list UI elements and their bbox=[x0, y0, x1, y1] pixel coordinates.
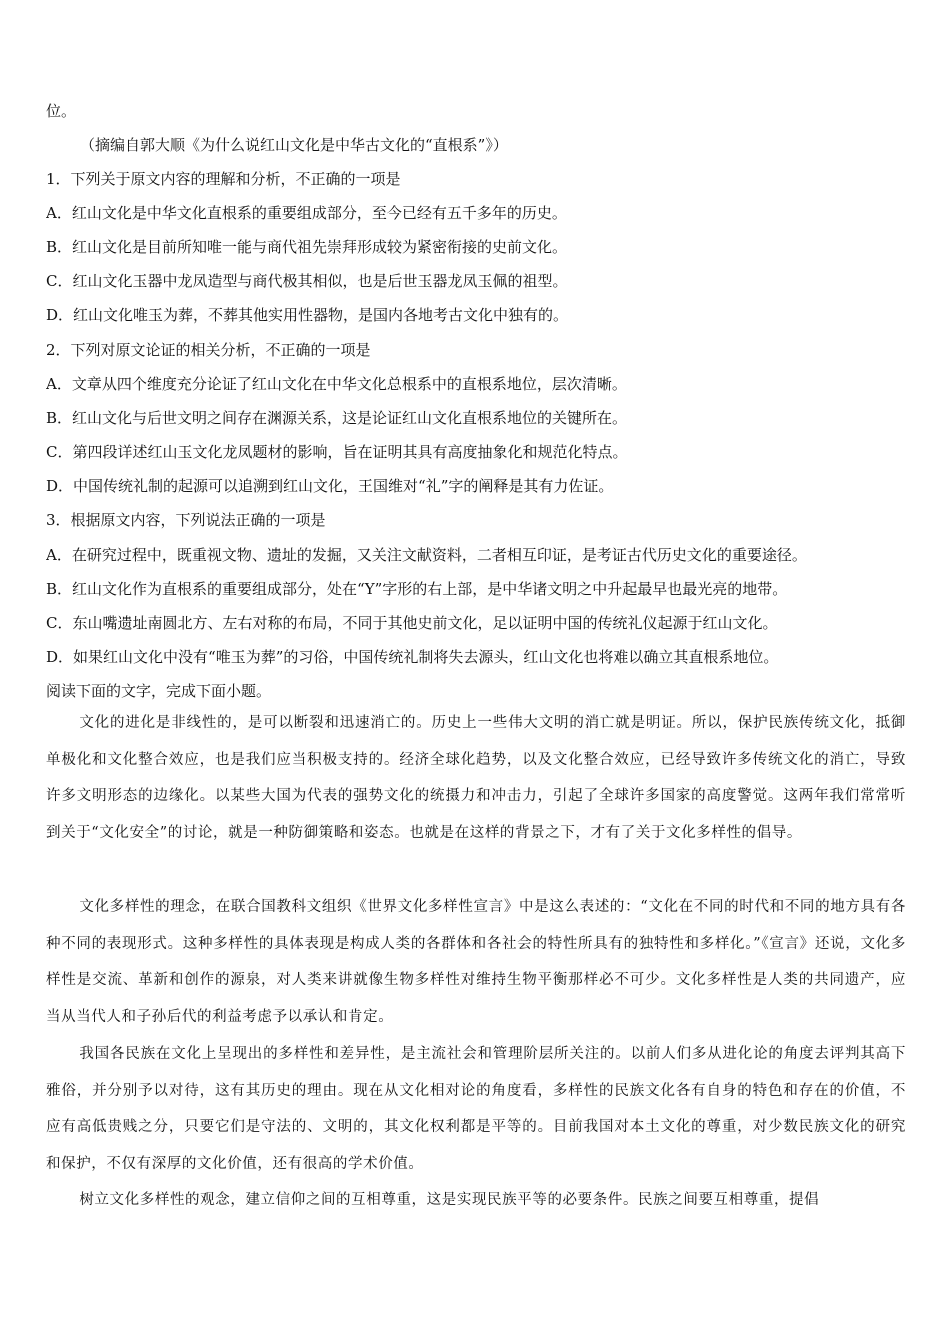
question-3-option-a: A．在研究过程中，既重视文物、遗址的发掘，又关注文献资料，二者相互印证，是考证古代历史文化的重要途径。 bbox=[46, 546, 807, 564]
question-2-option-a: A．文章从四个维度充分论证了红山文化在中华文化总根系中的直根系地位，层次清晰。 bbox=[46, 375, 627, 393]
question-3-option-c: C．东山嘴遗址南圆北方、左右对称的布局，不同于其他史前文化，足以证明中国的传统礼仪起源于红山文化。 bbox=[46, 614, 778, 632]
passage-paragraph-1: 文化的进化是非线性的，是可以断裂和迅速消亡的。历史上一些伟大文明的消亡就是明证。所以，保护民族传统文化，抵御单极化和文化整合效应，也是我们应当积极支持的。经济全球化趋势，以及文化整合效应，已经导致许多传统文化的消亡，导致许多文明形态的边缘化。以某些大国为代表的强势文化的统摄力和冲击力，引起了全球许多国家的高度警觉。这两年我们常常听到关于“文化安全”的讨论，就是一种防御策略和姿态。也就是在这样的背景之下，才有了关于文化多样性的倡导。 bbox=[46, 715, 906, 841]
passage-paragraph-3: 我国各民族在文化上呈现出的多样性和差异性，是主流社会和管理阶层所关注的。以前人们多从进化论的角度去评判其高下雅俗，并分别予以对待，这有其历史的理由。现在从文化相对论的角度看，多样性的民族文化各有自身的特色和存在的价值，不应有高低贵贱之分，只要它们是守法的、文明的，其文化权利都是平等的。目前我国对本土文化的尊重，对少数民族文化的研究和保护，不仅有深厚的文化价值，还有很高的学术价值。 bbox=[46, 1046, 906, 1172]
question-2-option-b: B．红山文化与后世文明之间存在渊源关系，这是论证红山文化直根系地位的关键所在。 bbox=[46, 409, 628, 427]
question-1-option-c: C．红山文化玉器中龙凤造型与商代极其相似，也是后世玉器龙凤玉佩的祖型。 bbox=[46, 272, 568, 290]
question-1-option-a: A．红山文化是中华文化直根系的重要组成部分，至今已经有五千多年的历史。 bbox=[46, 204, 567, 222]
question-3-stem: 3．根据原文内容，下列说法正确的一项是 bbox=[46, 511, 326, 529]
passage-paragraph-4: 树立文化多样性的观念，建立信仰之间的互相尊重，这是实现民族平等的必要条件。民族之间要互相尊重，提倡 bbox=[79, 1192, 820, 1208]
passage-paragraph-2: 文化多样性的理念，在联合国教科文组织《世界文化多样性宣言》中是这么表述的：“文化在不同的时代和不同的地方具有各种不同的表现形式。这种多样性的具体表现是构成人类的各群体和各社会的特性所具有的独特性和多样化。”《宣言》还说，文化多样性是交流、革新和创作的源泉，对人类来讲就像生物多样性对维持生物平衡那样必不可少。文化多样性是人类的共同遗产，应当从当代人和子孙后代的利益考虑予以承认和肯定。 bbox=[46, 899, 906, 1025]
question-1-stem: 1．下列关于原文内容的理解和分析，不正确的一项是 bbox=[46, 170, 401, 188]
question-1-option-b: B．红山文化是目前所知唯一能与商代祖先崇拜形成较为紧密衔接的史前文化。 bbox=[46, 238, 568, 256]
reading-instruction: 阅读下面的文字，完成下面小题。 bbox=[46, 682, 272, 700]
question-3-option-d: D．如果红山文化中没有“唯玉为葬”的习俗，中国传统礼制将失去源头，红山文化也将难以确立其直根系地位。 bbox=[46, 648, 779, 666]
source-note: （摘编自郭大顺《为什么说红山文化是中华古文化的“直根系”》） bbox=[80, 136, 508, 154]
question-3-option-b: B．红山文化作为直根系的重要组成部分，处在“Y”字形的右上部，是中华诸文明之中升起最早也最光亮的地带。 bbox=[46, 580, 788, 598]
question-2-option-c: C．第四段详述红山玉文化龙凤题材的影响，旨在证明其具有高度抽象化和规范化特点。 bbox=[46, 443, 628, 461]
question-2-option-d: D．中国传统礼制的起源可以追溯到红山文化，王国维对“礼”字的阐释是其有力佐证。 bbox=[46, 477, 614, 495]
top-fragment: 位。 bbox=[46, 102, 77, 120]
question-1-option-d: D．红山文化唯玉为葬，不葬其他实用性器物，是国内各地考古文化中独有的。 bbox=[46, 306, 569, 324]
question-2-stem: 2．下列对原文论证的相关分析，不正确的一项是 bbox=[46, 341, 371, 359]
